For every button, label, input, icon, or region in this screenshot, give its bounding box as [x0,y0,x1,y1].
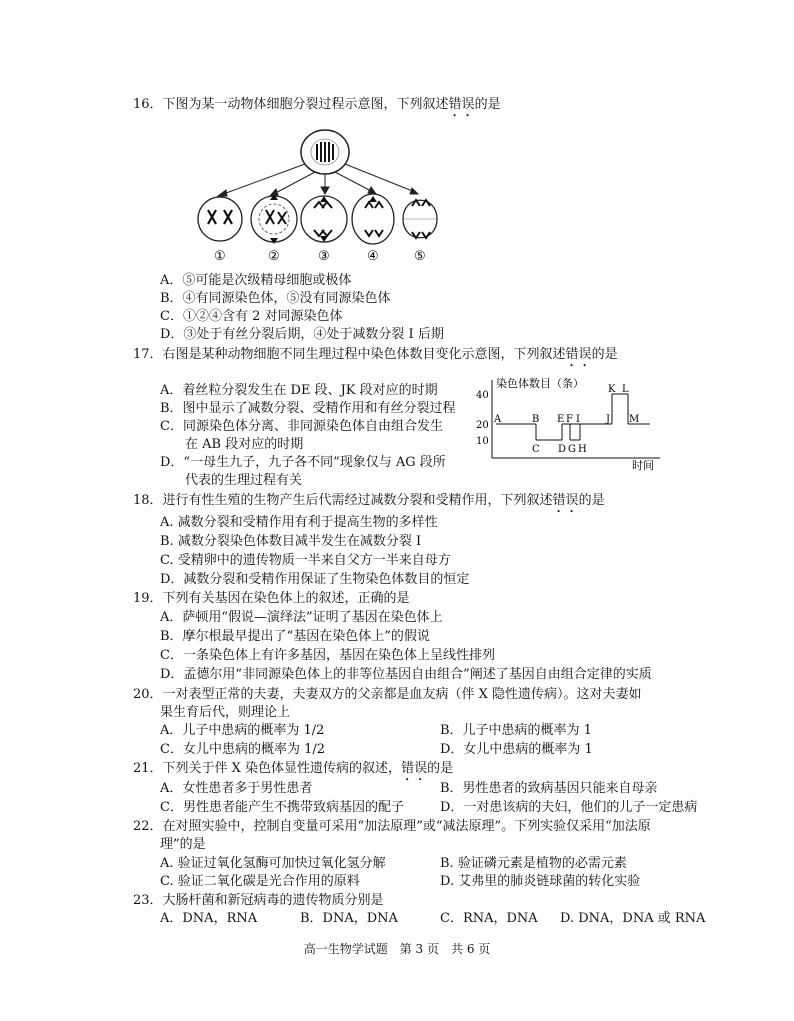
q22-option-b: B. 验证磷元素是植物的必需元素 [440,856,627,871]
q22-option-d: D. 艾弗里的肺炎链球菌的转化实验 [440,874,641,889]
q23-option-a: A．DNA，RNA [160,911,258,926]
q20-option-c: C．女儿中患病的概率为 1/2 [160,742,326,757]
parent-cell [301,130,349,174]
q17-y-tick-20: 20 [476,420,489,431]
cell-4 [352,194,394,244]
q20-option-b: B．儿子中患病的概率为 1 [440,723,592,738]
q17-point-label-G: G [568,444,576,455]
q22-stem-cont: 理”的是 [160,837,206,852]
q18-option-d: D．减数分裂和受精作用保证了生物染色体数目的恒定 [160,572,470,587]
q17-point-label-H: H [578,444,587,455]
cell-3 [301,196,347,242]
q17-chart-xlabel: 时间 [632,459,654,472]
q16-option-a: A．⑤可能是次级精母细胞或极体 [160,273,352,288]
q17-option-c: C．同源染色体分离、非同源染色体自由组合发生 [160,419,443,434]
cell-2 [251,194,297,244]
q22-stem: 22．在对照实验中，控制自变量可采用“加法原理”或“减法原理”。下列实验仅采用“加法原 [133,819,651,834]
q17-point-label-A: A [494,414,502,425]
q17-point-label-K: K [608,384,616,395]
cell-label-3: ③ [318,249,330,264]
q17-stem: 17．右图是某种动物细胞不同生理过程中染色体数目变化示意图，下列叙述错误的是 [133,347,618,362]
q17-point-label-J: J [606,414,611,425]
q17-point-label-I: I [576,414,580,425]
q22-option-a: A. 验证过氧化氢酶可加快过氧化氢分解 [160,856,386,871]
cell-label-5: ⑤ [414,249,426,264]
q17-point-label-E: E [557,414,565,425]
q23-option-c: C．RNA，DNA [440,911,538,926]
cell-1 [198,197,242,241]
q21-option-a: A．女性患者多于男性患者 [160,781,313,796]
q17-point-label-M: M [629,414,640,425]
q21-option-c: C．男性患者能产生不携带致病基因的配子 [160,800,404,815]
cell-5 [403,200,437,238]
q19-option-b: B．摩尔根最早提出了“基因在染色体上”的假说 [160,629,430,644]
q16-option-b: B．④有同源染色体，⑤没有同源染色体 [160,291,391,306]
q17-point-label-D: D [558,444,567,455]
q17-y-tick-40: 40 [476,390,489,401]
cell-label-2: ② [268,249,280,264]
q16-option-c: C．①②④含有 2 对同源染色体 [160,309,343,324]
q19-option-c: C．一条染色体上有许多基因，基因在染色体上呈线性排列 [160,648,495,663]
q17-option-a: A．着丝粒分裂发生在 DE 段、JK 段对应的时期 [160,383,438,398]
q21-stem: 21．下列关于伴 X 染色体显性遗传病的叙述，错误的是 [133,761,454,776]
q17-point-label-F: F [566,414,573,425]
q18-option-a: A. 减数分裂和受精作用有利于提高生物的多样性 [160,515,438,530]
q17-chart-ylabel: 染色体数目（条） [496,377,584,390]
q18-option-b: B. 减数分裂染色体数目减半发生在减数分裂 I [160,534,422,549]
q17-option-d-cont: 代表的生理过程有关 [185,473,303,488]
q20-option-d: D．女儿中患病的概率为 1 [440,742,593,757]
cell-label-4: ④ [367,249,379,264]
q17-option-b: B．图中显示了减数分裂、受精作用和有丝分裂过程 [160,401,456,416]
q17-point-label-L: L [622,384,629,395]
q22-option-c: C. 验证二氧化碳是光合作用的原料 [160,874,360,889]
q17-point-label-C: C [532,444,540,455]
q18-stem: 18．进行有性生殖的生物产生后代需经过减数分裂和受精作用，下列叙述错误的是 [133,493,605,508]
q20-stem-cont: 果生育后代，则理论上 [160,705,291,720]
q20-option-a: A．儿子中患病的概率为 1/2 [160,723,325,738]
q17-point-label-B: B [532,414,540,425]
q18-option-c: C. 受精卵中的遗传物质一半来自父方一半来自母方 [160,553,451,568]
q21-option-b: B．男性患者的致病基因只能来自母亲 [440,781,658,796]
q19-option-a: A．萨顿用“假说—演绎法”证明了基因在染色体上 [160,610,443,625]
q23-option-d: D. DNA，DNA 或 RNA [560,911,706,926]
q19-option-d: D．孟德尔用“非同源染色体上的非等位基因自由组合”阐述了基因自由组合定律的实质 [160,667,652,682]
q17-y-tick-10: 10 [476,436,489,447]
cell-label-1: ① [214,249,226,264]
q17-chromosome-chart [470,376,670,472]
page-footer: 高一生物学试题 第 3 页 共 6 页 [303,942,491,956]
q16-stem: 16．下图为某一动物体细胞分裂过程示意图，下列叙述错误的是 [133,97,501,112]
q21-option-d: D．一对患该病的夫妇，他们的儿子一定患病 [440,800,698,815]
q23-option-b: B．DNA，DNA [300,911,398,926]
q17-option-d: D．“一母生九子，九子各不同”现象仅与 AG 段所 [160,455,446,470]
q23-stem: 23．大肠杆菌和新冠病毒的遗传物质分别是 [133,893,384,908]
q17-option-c-cont: 在 AB 段对应的时期 [185,437,304,452]
q16-cell-division-figure [190,124,450,264]
q20-stem: 20．一对表型正常的夫妻，夫妻双方的父亲都是血友病（伴 X 隐性遗传病）。这对夫妻如 [133,687,642,702]
q16-option-d: D．③处于有丝分裂后期，④处于减数分裂 I 后期 [160,327,444,342]
q19-stem: 19．下列有关基因在染色体上的叙述，正确的是 [133,591,410,606]
